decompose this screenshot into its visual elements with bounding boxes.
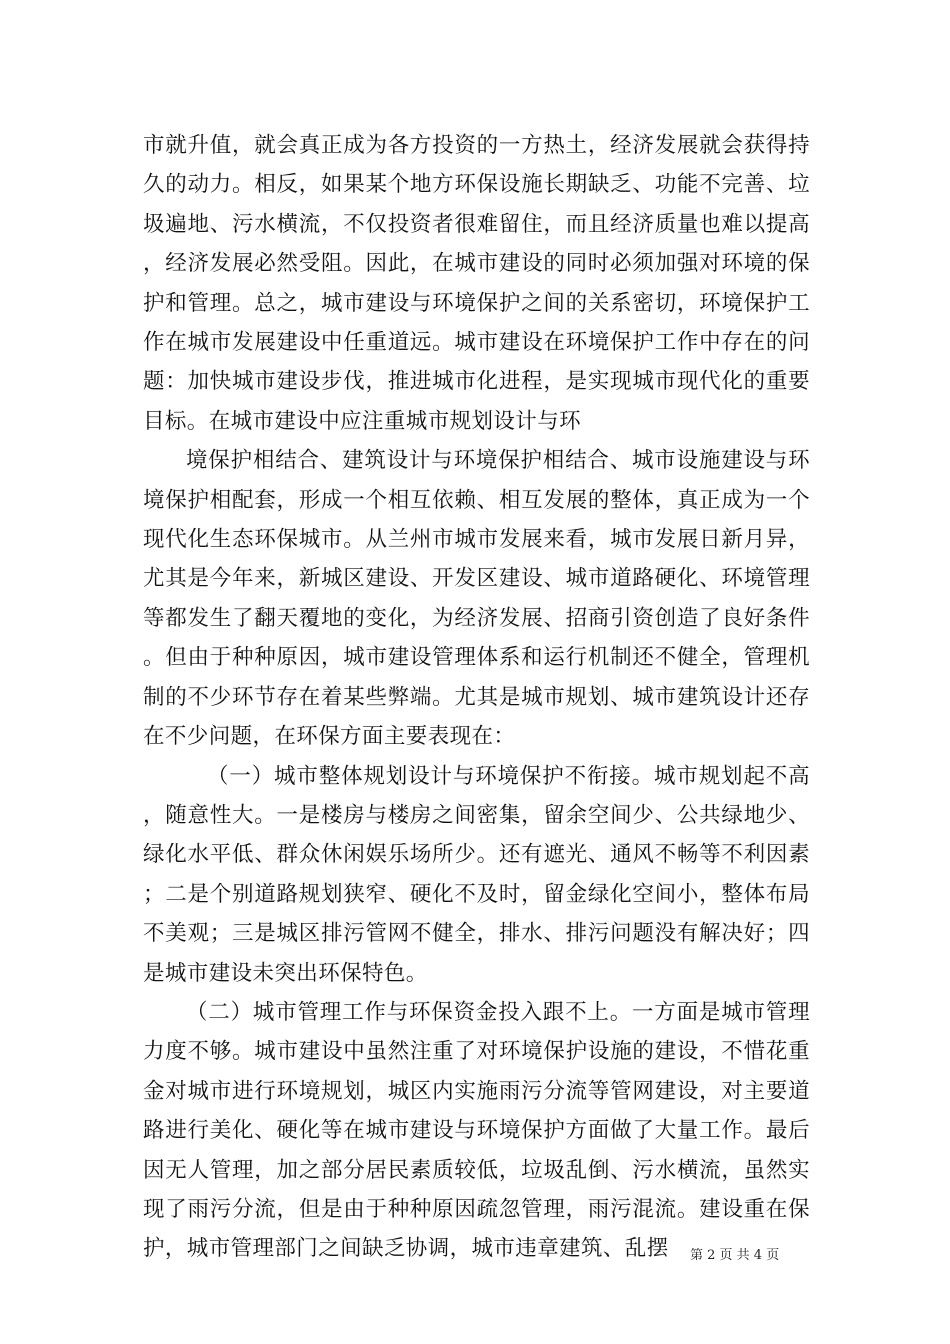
page-number: 第 2 页 共 4 页 bbox=[690, 1248, 780, 1263]
document-body bbox=[143, 126, 810, 1269]
paragraph-2: 境保护相结合、建筑设计与环境保护相结合、城市设施建设与环境保护相配套，形成一个相互依赖、相互发展的整体，真正成为一个现代化生态环保城市。从兰州市城市发展来看，城市发展日新月异，尤其是今年来，新城区建设、开发区建设、城市道路硬化、环境管理等都发生了翻天覆地的变化，为经济发展、招商引资创造了良好条件。但由于种种原因，城市建设管理体系和运行机制还不健全，管理机制的不少环节存在着某些弊端。尤其是城市规划、城市建筑设计还存在不少问题，在环保方面主要表现在： bbox=[143, 448, 810, 750]
paragraph-4: （二）城市管理工作与环保资金投入跟不上。一方面是城市管理力度不够。城市建设中虽然注重了对环境保护设施的建设，不惜花重金对城市进行环境规划，城区内实施雨污分流等管网建设，对主要道路进行美化、硬化等在城市建设与环境保护方面做了大量工作。最后因无人管理，加之部分居民素质较低，垃圾乱倒、污水横流，虽然实现了雨污分流，但是由于种种原因疏忽管理，雨污混流。建设重在保护，城市管理部门之间缺乏协调，城市违章建筑、乱摆 bbox=[143, 999, 810, 1262]
paragraph-3: （一）城市整体规划设计与环境保护不衔接。城市规划起不高，随意性大。一是楼房与楼房之间密集，留余空间少、公共绿地少、绿化水平低、群众休闲娱乐场所少。还有遮光、通风不畅等不利因素；二是个别道路规划狭窄、硬化不及时，留金绿化空间小，整体布局不美观；三是城区排污管网不健全，排水、排污问题没有解决好；四是城市建设未突出环保特色。 bbox=[143, 763, 810, 986]
paragraph-1: 市就升值，就会真正成为各方投资的一方热土，经济发展就会获得持久的动力。相反，如果某个地方环保设施长期缺乏、功能不完善、垃圾遍地、污水横流，不仅投资者很难留住，而且经济质量也难以提高，经济发展必然受阻。因此，在城市建设的同时必须加强对环境的保护和管理。总之，城市建设与环境保护之间的关系密切，环境保护工作在城市发展建设中任重道远。城市建设在环境保护工作中存在的问题：加快城市建设步伐，推进城市化进程，是实现城市现代化的重要目标。在城市建设中应注重城市规划设计与环 bbox=[143, 133, 810, 434]
